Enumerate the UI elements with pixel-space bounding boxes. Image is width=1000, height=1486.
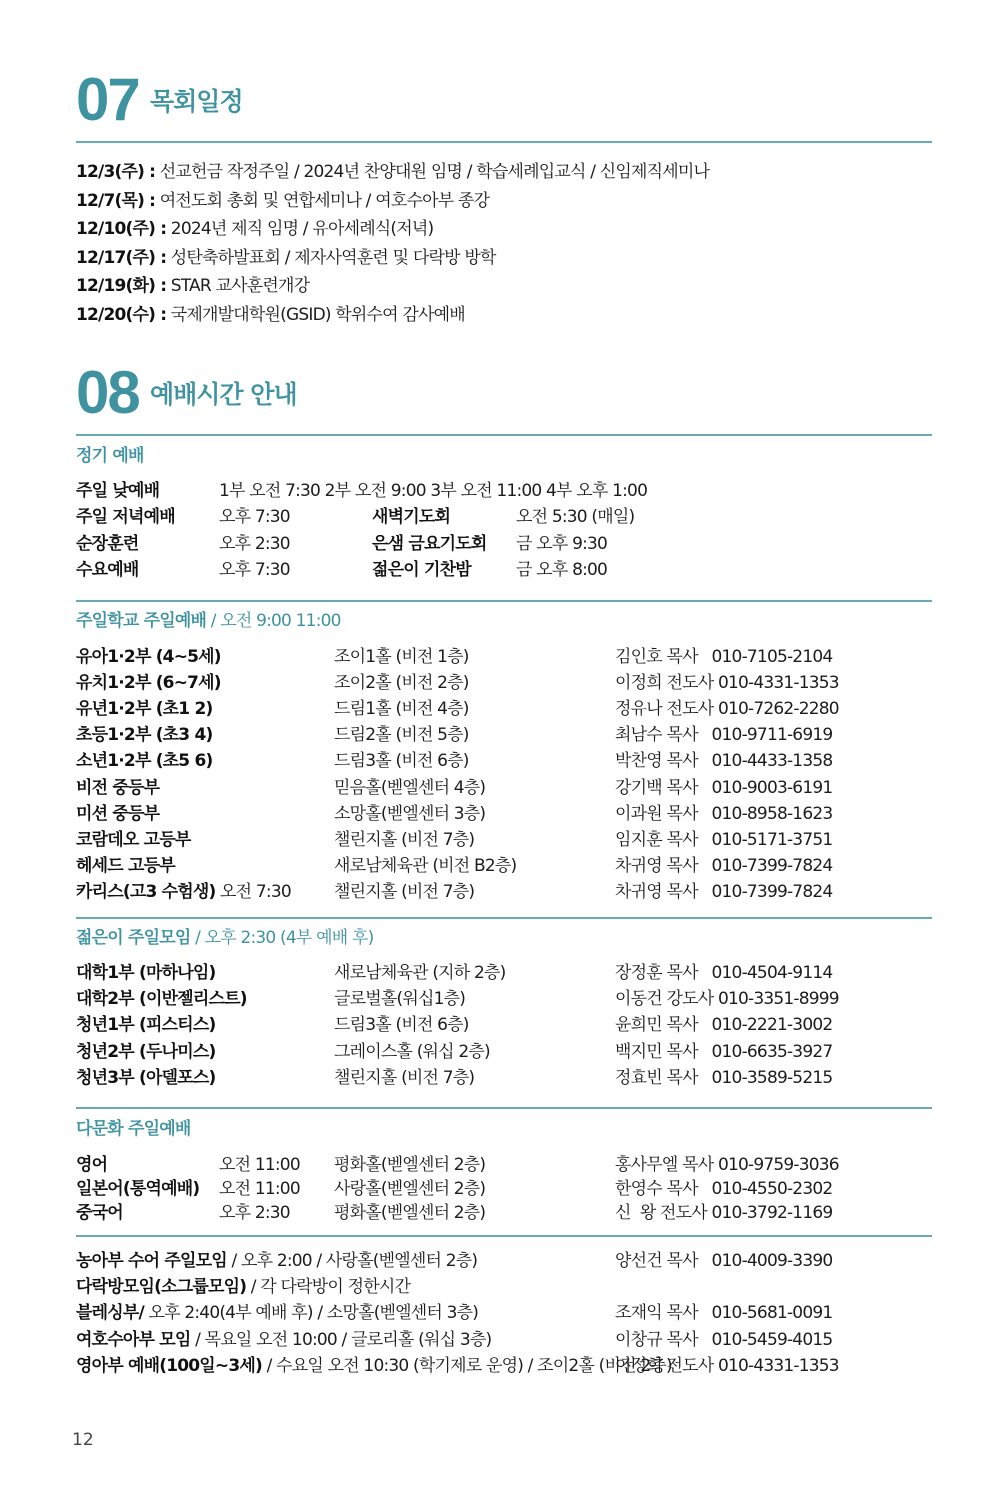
language-name: 일본어(통역예배): [76, 1179, 200, 1200]
department-contact: 정유나 전도사 010-7262-2280: [615, 699, 839, 720]
schedule-item: [76, 161, 709, 183]
schedule-item: [76, 218, 433, 240]
department-cell: [76, 750, 212, 772]
department-place: 조이2홀 (비전 2층): [334, 673, 469, 694]
worship-place: 평화홀(벧엘센터 2층): [334, 1203, 486, 1224]
worship-time: 금 오후 8:00: [516, 559, 608, 580]
schedule-text: 여전도회 총회 및 연합세미나 / 여호수아부 종강: [155, 190, 490, 211]
department-time: 오전 7:30: [215, 881, 291, 902]
gathering-name: 블레싱부/: [76, 1303, 144, 1324]
worship-time: 오후 7:30: [219, 559, 290, 580]
divider: [76, 600, 932, 602]
department-name: 유년1·2부 (초1 2): [76, 699, 213, 720]
regular-worship-title: 정기 예배: [76, 446, 144, 466]
worship-place: 사랑홀(벧엘센터 2층): [334, 1179, 486, 1200]
department-cell: [76, 724, 212, 746]
department-contact: 차귀영 목사 010-7399-7824: [615, 881, 833, 902]
gathering-item: [76, 1276, 410, 1298]
gathering-detail: / 수요일 오전 10:30 (학기제로 운영) / 조이2홀 (비전 2층): [261, 1355, 672, 1376]
schedule-date: 12/19(화) :: [76, 276, 167, 297]
language-name: 영어: [76, 1155, 108, 1175]
schedule-date: 12/3(주) :: [76, 162, 156, 182]
schedule-date: 12/20(수) :: [76, 305, 167, 325]
department-name: 카리스(고3 수험생): [76, 881, 216, 902]
department-contact: 최남수 목사 010-9711-6919: [615, 725, 833, 746]
department-contact: 정효빈 목사 010-3589-5215: [615, 1067, 833, 1088]
department-place: 드림1홀 (비전 4층): [334, 699, 469, 720]
department-name: 대학2부 (이반젤리스트): [76, 989, 247, 1010]
section-title: 예배시간 안내: [150, 380, 297, 409]
gathering-detail: / 오후 2:00 / 사랑홀(벧엘센터 2층): [226, 1251, 478, 1271]
department-contact: 장정훈 목사 010-4504-9114: [615, 963, 833, 983]
worship-name: 주일 저녁예배: [76, 507, 175, 528]
divider: [76, 1107, 932, 1109]
schedule-item: [76, 304, 465, 326]
department-name: 청년1부 (피스티스): [76, 1015, 216, 1036]
department-place: 믿음홀(벧엘센터 4층): [334, 777, 486, 798]
department-cell: [76, 698, 212, 720]
multicultural-worship-title: 다문화 주일예배: [76, 1119, 191, 1139]
gathering-name: 다락방모임(소그룹모임): [76, 1277, 247, 1298]
worship-time: 오후 7:30: [219, 507, 290, 528]
worship-time: 오전 5:30 (매일): [516, 507, 635, 528]
worship-name: 주일 낮예배: [76, 481, 160, 501]
department-cell: [76, 777, 159, 799]
worship-time: 오전 11:00: [219, 1155, 300, 1175]
gathering-item: [76, 1355, 672, 1377]
department-name: 대학1부 (마하나임): [76, 963, 216, 983]
department-cell: [76, 672, 221, 694]
worship-time: 오전 11:00: [219, 1179, 300, 1200]
department-name: 미션 중등부: [76, 803, 160, 824]
department-place: 글로벌홀(워십1층): [334, 989, 466, 1010]
worship-time: 오후 2:30: [219, 533, 290, 554]
department-name: 헤세드 고등부: [76, 855, 175, 876]
gathering-contact: 이정희 전도사 010-4331-1353: [615, 1355, 839, 1376]
schedule-text: STAR 교사훈련개강: [166, 276, 310, 297]
schedule-date: 12/7(목) :: [76, 190, 156, 211]
department-contact: 이동건 강도사 010-3351-8999: [615, 989, 839, 1010]
youth-gathering-title: 젊은이 주일모임 / 오후 2:30 (4부 예배 후): [76, 928, 374, 948]
department-cell: [76, 855, 175, 877]
gathering-detail: / 각 다락방이 정한시간: [246, 1277, 411, 1298]
section-title: 목회일정: [150, 87, 243, 116]
language-name: 중국어: [76, 1203, 123, 1224]
schedule-date: 12/10(주) :: [76, 219, 167, 240]
gathering-contact: 조재익 목사 010-5681-0091: [615, 1303, 833, 1324]
department-place: 챌린지홀 (비전 7층): [334, 881, 475, 902]
department-contact: 이과원 목사 010-8958-1623: [615, 803, 833, 824]
worship-time: 오후 2:30: [219, 1203, 290, 1224]
worship-name: 젊은이 기찬밤: [372, 559, 471, 580]
department-place: 챌린지홀 (비전 7층): [334, 829, 475, 850]
department-name: 청년2부 (두나미스): [76, 1041, 216, 1062]
department-name: 청년3부 (아델포스): [76, 1067, 216, 1088]
worship-place: 평화홀(벧엘센터 2층): [334, 1155, 486, 1175]
department-contact: 강기백 목사 010-9003-6191: [615, 777, 833, 798]
worship-name: 새벽기도회: [372, 507, 451, 528]
gathering-item: [76, 1250, 477, 1272]
gathering-name: 농아부 수어 주일모임: [76, 1251, 227, 1271]
schedule-text: 2024년 제직 임명 / 유아세례식(저녁): [166, 219, 434, 240]
sunday-school-title: 주일학교 주일예배 / 오전 9:00 11:00: [76, 611, 341, 631]
gathering-item: [76, 1302, 478, 1324]
department-place: 드림3홀 (비전 6층): [334, 1015, 469, 1036]
department-cell: [76, 803, 159, 825]
department-cell: [76, 646, 221, 668]
gathering-detail: / 목요일 오전 10:00 / 글로리홀 (워십 3층): [190, 1329, 492, 1350]
worship-contact: 한영수 목사 010-4550-2302: [615, 1179, 833, 1200]
schedule-date: 12/17(주) :: [76, 247, 167, 268]
department-contact: 박찬영 목사 010-4433-1358: [615, 751, 833, 772]
worship-name: 수요예배: [76, 559, 139, 580]
divider: [76, 434, 932, 436]
department-cell: [76, 829, 190, 851]
gathering-name: 영아부 예배(100일~3세): [76, 1355, 262, 1376]
department-name: 초등1·2부 (초3 4): [76, 725, 213, 746]
worship-name: 은샘 금요기도회: [372, 533, 487, 554]
department-contact: 윤희민 목사 010-2221-3002: [615, 1015, 833, 1036]
department-contact: 이정희 전도사 010-4331-1353: [615, 673, 839, 694]
worship-contact: 홍사무엘 목사 010-9759-3036: [615, 1155, 839, 1175]
page-number: 12: [72, 1430, 94, 1450]
department-place: 소망홀(벧엘센터 3층): [334, 803, 486, 824]
worship-time: 금 오후 9:30: [516, 533, 608, 554]
department-place: 새로남체육관 (지하 2층): [334, 963, 506, 983]
worship-time: 1부 오전 7:30 2부 오전 9:00 3부 오전 11:00 4부 오후 1:00: [219, 481, 648, 501]
department-place: 드림3홀 (비전 6층): [334, 751, 469, 772]
gathering-item: [76, 1329, 491, 1351]
schedule-text: 국제개발대학원(GSID) 학위수여 감사예배: [166, 305, 465, 325]
department-place: 그레이스홀 (워십 2층): [334, 1041, 490, 1062]
divider: [76, 917, 932, 919]
schedule-text: 선교헌금 작정주일 / 2024년 찬양대원 임명 / 학습세례입교식 / 신임제직세미나: [155, 162, 710, 182]
section-number: 08: [76, 359, 139, 426]
department-place: 조이1홀 (비전 1층): [334, 647, 469, 667]
schedule-item: [76, 275, 309, 297]
department-place: 드림2홀 (비전 5층): [334, 725, 469, 746]
section-number: 07: [76, 66, 139, 133]
department-contact: 임지훈 목사 010-5171-3751: [615, 829, 833, 850]
gathering-contact: 이창규 목사 010-5459-4015: [615, 1329, 833, 1350]
department-place: 새로남체육관 (비전 B2층): [334, 855, 517, 876]
department-contact: 백지민 목사 010-6635-3927: [615, 1041, 833, 1062]
gathering-contact: 양선건 목사 010-4009-3390: [615, 1251, 833, 1271]
department-name: 소년1·2부 (초5 6): [76, 751, 213, 772]
department-name: 유아1·2부 (4~5세): [76, 647, 221, 667]
schedule-item: [76, 190, 489, 212]
department-contact: 차귀영 목사 010-7399-7824: [615, 855, 833, 876]
gathering-name: 여호수아부 모임: [76, 1329, 191, 1350]
department-name: 코람데오 고등부: [76, 829, 191, 850]
schedule-text: 성탄축하발표회 / 제자사역훈련 및 다락방 방학: [166, 247, 496, 268]
department-cell: [76, 881, 291, 903]
divider: [76, 1235, 932, 1237]
department-place: 챌린지홀 (비전 7층): [334, 1067, 475, 1088]
worship-name: 순장훈련: [76, 533, 139, 554]
worship-contact: 신 왕 전도사 010-3792-1169: [615, 1203, 833, 1224]
department-name: 비전 중등부: [76, 777, 160, 798]
gathering-detail: 오후 2:40(4부 예배 후) / 소망홀(벧엘센터 3층): [143, 1303, 479, 1324]
department-contact: 김인호 목사 010-7105-2104: [615, 647, 833, 667]
department-name: 유치1·2부 (6~7세): [76, 673, 221, 694]
schedule-item: [76, 247, 496, 269]
divider: [76, 141, 932, 143]
